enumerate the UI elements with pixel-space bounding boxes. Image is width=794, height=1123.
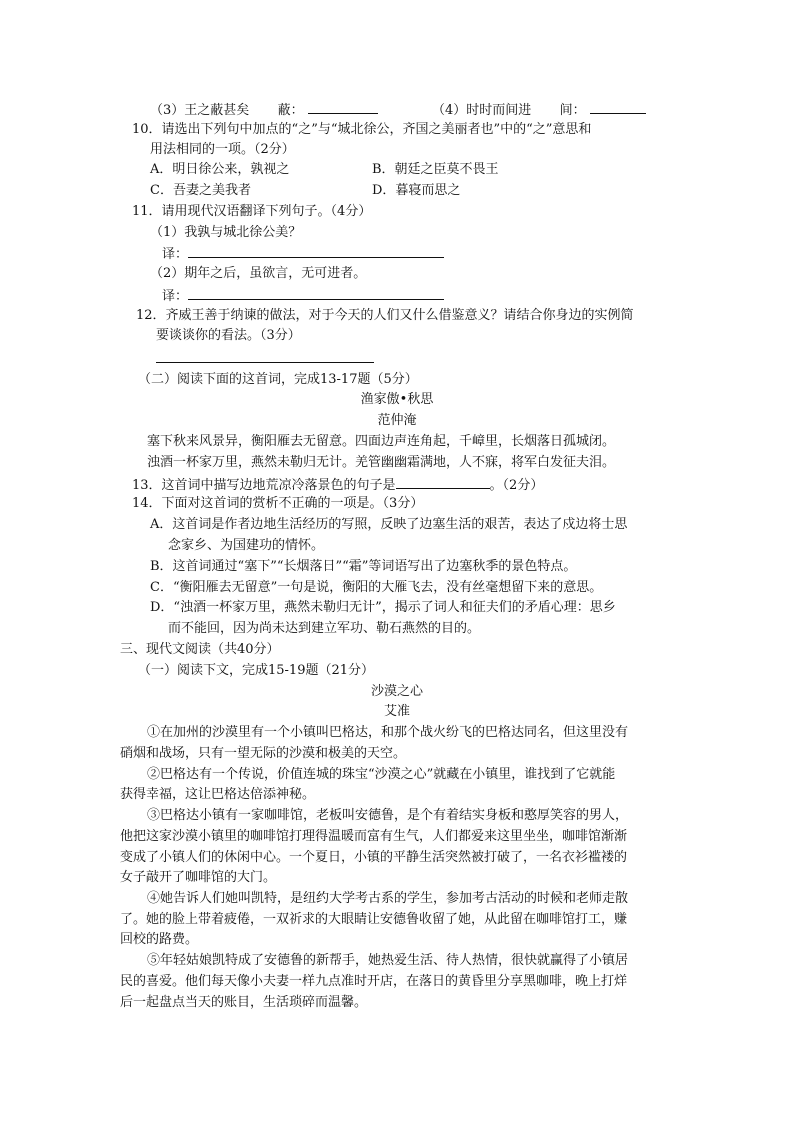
story-p3-line1: ③巴格达小镇有一家咖啡馆，老板叫安德鲁，是个有着结实身板和憨厚笑容的男人，: [147, 808, 629, 823]
section-3-heading: 三、现代文阅读（共40分）: [120, 642, 280, 657]
q11-yi-label-2: 译：: [162, 289, 189, 304]
q11-stem: 11．请用现代汉语翻译下列句子。（4分）: [132, 204, 372, 219]
story-title: 沙漠之心: [370, 684, 423, 699]
story-p5-line1: ⑤年轻姑娘凯特成了安德鲁的新帮手，她热爱生活、待人热情，很快就赢得了小镇居: [147, 953, 629, 968]
q10-stem-line2: 用法相同的一项。（2分）: [150, 142, 295, 157]
q11-answer-blank-2[interactable]: [188, 287, 444, 300]
story-p3-line3: 变成了小镇人们的休闲中心。一个夏日，小镇的平静生活突然被打破了，一名衣衫褴褛的: [120, 850, 628, 865]
q13-tail: 。（2分）: [489, 478, 544, 493]
story-p3-line4: 女子敲开了咖啡馆的大门。: [120, 870, 277, 885]
q13-answer-blank[interactable]: [396, 476, 490, 489]
story-author: 艾准: [383, 704, 410, 719]
q10-option-d: D．暮寝而思之: [372, 183, 461, 198]
q9-item4-word: 间：: [559, 103, 586, 118]
q14-option-b: B．这首词通过“塞下”“长烟落日”“霜”等词语写出了边塞秋季的景色特点。: [150, 559, 577, 574]
q11-translation-1: [162, 245, 444, 263]
q12-answer-blank[interactable]: [156, 350, 374, 363]
poem-title: 渔家傲•秋思: [360, 392, 434, 407]
q14-option-d-line2: 而不能回，因为尚未达到建立军功、勒石燕然的目的。: [168, 621, 481, 636]
q9-item3-word: 蔽：: [277, 103, 304, 118]
poem-line-2: 浊酒一杯家万里，燕然未勒归无计。羌管幽幽霜满地，人不寐，将军白发征夫泪。: [147, 455, 616, 470]
story-p5-line3: 后一起盘点当天的账目，生活琐碎而温馨。: [120, 995, 368, 1010]
q14-stem: 14．下面对这首词的赏析不正确的一项是。（3分）: [132, 496, 424, 511]
story-p3-line2: 他把这家沙漠小镇里的咖啡馆打理得温暖而富有生气，人们都爱来这里坐坐，咖啡馆渐渐: [120, 829, 628, 844]
story-p2-line1: ②巴格达有一个传说，价值连城的珠宝“沙漠之心”就藏在小镇里，谁找到了它就能: [147, 767, 616, 782]
q9-item4-blank[interactable]: [590, 101, 646, 114]
section-3-1-heading: （一）阅读下文，完成15-19题（21分）: [138, 663, 375, 678]
story-p1-line1: ①在加州的沙漠里有一个小镇叫巴格达，和那个战火纷飞的巴格达同名，但这里没有: [147, 725, 629, 740]
q10-stem-line1: 10．请选出下列句中加点的“之”与“城北徐公，齐国之美丽者也”中的“之”意思和: [132, 122, 592, 137]
q11-translation-2: [162, 287, 444, 305]
q9-item3-line: [150, 101, 378, 119]
q11-sentence-1: （1）我孰与城北徐公美？: [150, 225, 302, 240]
poem-line-1: 塞下秋来风景异，衡阳雁去无留意。四面边声连角起，千嶂里，长烟落日孤城闭。: [147, 434, 616, 449]
poem-author: 范仲淹: [377, 413, 417, 428]
story-p4-line3: 回校的路费。: [120, 932, 199, 947]
q11-answer-blank-1[interactable]: [188, 245, 444, 258]
section-2-2-heading: （二）阅读下面的这首词，完成13-17题（5分）: [138, 372, 418, 387]
q12-stem-line2: 要谈谈你的看法。（3分）: [156, 328, 301, 343]
q13-line: [132, 476, 543, 494]
story-p5-line2: 民的喜爱。他们每天像小夫妻一样九点准时开店，在落日的黄昏里分享黑咖啡，晚上打烊: [120, 974, 628, 989]
story-p2-line2: 获得幸福，这让巴格达倍添神秘。: [120, 787, 316, 802]
q9-item3-text: （3）王之蔽甚矣: [150, 103, 250, 118]
q12-answer-line: [156, 350, 374, 368]
story-p1-line2: 硝烟和战场，只有一望无际的沙漠和极美的天空。: [120, 746, 407, 761]
q10-option-b: B．朝廷之臣莫不畏王: [372, 162, 499, 177]
q14-option-a-line2: 念家乡、为国建功的情怀。: [168, 538, 325, 553]
q9-item4-line: [432, 101, 646, 119]
q13-stem: 13．这首词中描写边地荒凉冷落景色的句子是: [132, 478, 396, 493]
q9-item4-text: （4）时时而间进: [432, 103, 532, 118]
q14-option-a-line1: A．这首词是作者边地生活经历的写照，反映了边塞生活的艰苦，表达了戍边将士思: [150, 517, 628, 532]
story-p4-line1: ④她告诉人们她叫凯特，是纽约大学考古系的学生，参加考古活动的时候和老师走散: [147, 891, 629, 906]
q12-stem-line1: 12．齐威王善于纳谏的做法，对于今天的人们又什么借鉴意义？请结合你身边的实例简: [136, 308, 634, 323]
q9-item3-blank[interactable]: [308, 101, 378, 114]
q14-option-c: C．“衡阳雁去无留意”一句是说，衡阳的大雁飞去，没有丝毫想留下来的意思。: [150, 580, 603, 595]
story-p4-line2: 了。她的脸上带着疲倦，一双祈求的大眼睛让安德鲁收留了她，从此留在咖啡馆打工，赚: [120, 912, 628, 927]
q10-option-c: C．吾妻之美我者: [150, 183, 251, 198]
q14-option-d-line1: D．“浊酒一杯家万里，燕然未勒归无计”，揭示了词人和征夫们的矛盾心理：思乡: [150, 600, 616, 615]
q11-yi-label-1: 译：: [162, 247, 189, 262]
q10-option-a: A．明日徐公来，孰视之: [150, 162, 290, 177]
q11-sentence-2: （2）期年之后，虽欲言，无可进者。: [150, 266, 367, 281]
